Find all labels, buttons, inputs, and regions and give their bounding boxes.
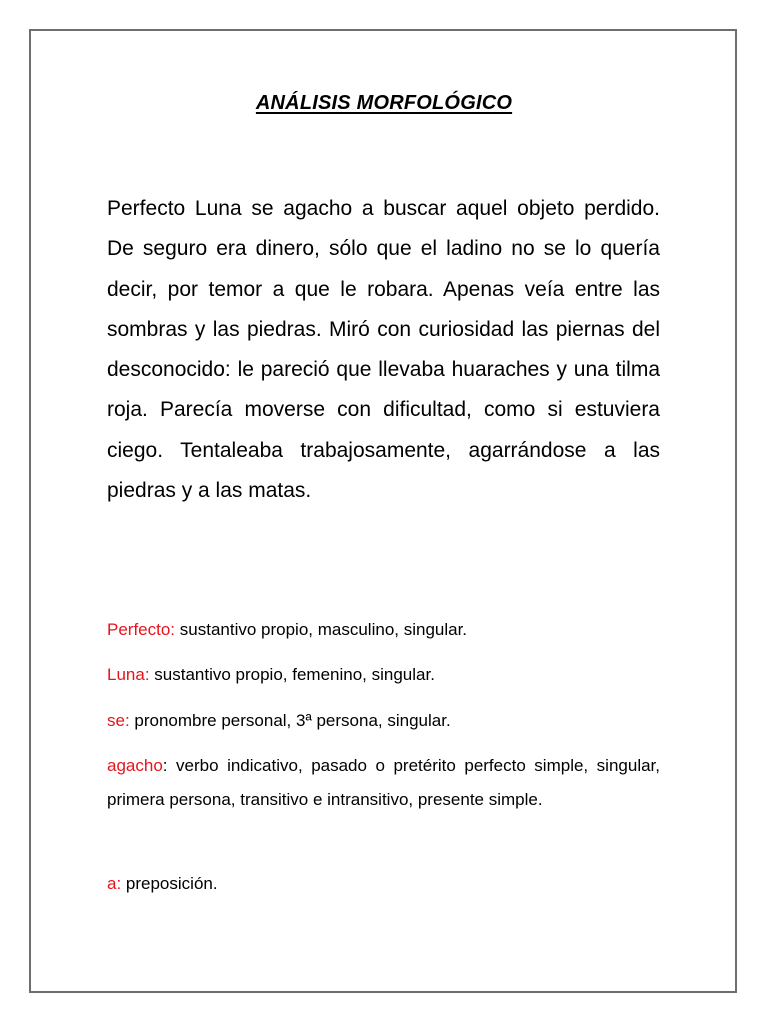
entry-definition: preposición. <box>121 874 218 893</box>
entry-definition: : verbo indicativo, pasado o pretérito perfecto simple, singular, primera persona, transitivo e intransitivo, presente simple. <box>107 756 660 809</box>
analysis-entry-se <box>107 704 660 738</box>
entry-term: agacho <box>107 756 163 775</box>
analysis-entry-luna <box>107 658 660 692</box>
entry-definition: sustantivo propio, masculino, singular. <box>175 620 468 639</box>
analysis-entry-agacho <box>107 749 660 817</box>
entry-term: Luna: <box>107 665 150 684</box>
entry-term: a: <box>107 874 122 893</box>
analysis-entry-a <box>107 867 660 901</box>
text-paragraph: Perfecto Luna se agacho a buscar aquel objeto perdido. De seguro era dinero, sólo que el ladino no se lo quería decir, por temor a que le robara. Apenas veía entre las sombras y las piedras. Miró con curiosidad las piernas del desconocido: le pareció que llevaba huaraches y una tilma roja. Parecía moverse con dificultad, como si estuviera ciego. Tentaleaba trabajosamente, agarrándose a las piedras y a las matas. <box>107 197 660 503</box>
analysis-entry-perfecto <box>107 613 660 647</box>
entry-term: se: <box>107 711 130 730</box>
entry-term: Perfecto: <box>107 620 176 639</box>
entry-definition: pronombre personal, 3ª persona, singular. <box>129 711 451 730</box>
entry-definition: sustantivo propio, femenino, singular. <box>149 665 435 684</box>
document-title: ANÁLISIS MORFOLÓGICO <box>255 92 513 114</box>
